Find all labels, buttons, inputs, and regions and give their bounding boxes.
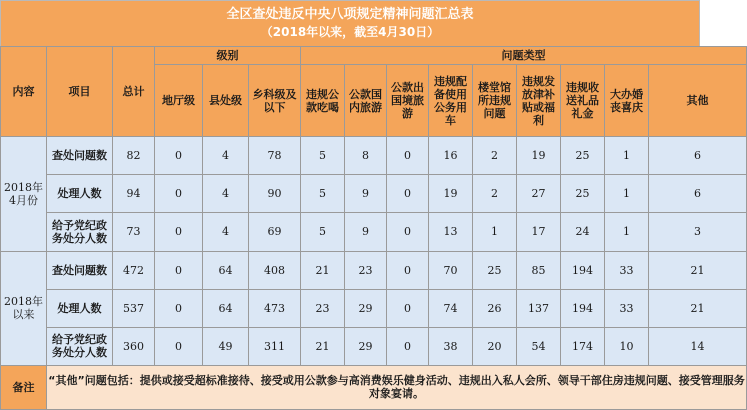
row-item: 给予党纪政务处分人数: [47, 327, 113, 365]
header-type: 公款国内旅游: [345, 65, 387, 137]
cell-type: 23: [301, 289, 345, 327]
cell-type: 29: [345, 327, 387, 365]
cell-level: 473: [249, 289, 301, 327]
table-title-banner: [0, 0, 700, 47]
cell-type: 0: [387, 251, 429, 289]
cell-level: 49: [203, 327, 249, 365]
cell-level: 311: [249, 327, 301, 365]
table-row: [1, 137, 747, 175]
header-type: 违规发放津补贴或福利: [517, 65, 561, 137]
cell-level: 0: [155, 251, 203, 289]
cell-type: 194: [561, 289, 605, 327]
cell-type: 19: [517, 137, 561, 175]
header-total: 总计: [113, 47, 155, 137]
table-row: [1, 213, 747, 251]
cell-level: 64: [203, 289, 249, 327]
cell-type: 0: [387, 289, 429, 327]
cell-type: 8: [345, 137, 387, 175]
cell-type: 21: [649, 289, 747, 327]
cell-type: 85: [517, 251, 561, 289]
section-label: 2018年以来: [1, 251, 47, 365]
table-row: [1, 175, 747, 213]
cell-type: 10: [605, 327, 649, 365]
table-row: [1, 251, 747, 289]
cell-type: 20: [473, 327, 517, 365]
cell-level: 4: [203, 213, 249, 251]
header-type: 违规公款吃喝: [301, 65, 345, 137]
cell-type: 38: [429, 327, 473, 365]
cell-type: 33: [605, 289, 649, 327]
cell-type: 1: [605, 175, 649, 213]
row-item: 给予党纪政务处分人数: [47, 213, 113, 251]
cell-type: 25: [561, 137, 605, 175]
header-row-groups: [1, 47, 747, 65]
header-type: 大办婚丧喜庆: [605, 65, 649, 137]
cell-type: 26: [473, 289, 517, 327]
cell-total: 73: [113, 213, 155, 251]
note-label: 备注: [1, 365, 47, 409]
cell-type: 2: [473, 137, 517, 175]
cell-total: 537: [113, 289, 155, 327]
row-item: 处理人数: [47, 175, 113, 213]
cell-type: 21: [649, 251, 747, 289]
cell-type: 9: [345, 213, 387, 251]
header-type: 违规配备使用公务用车: [429, 65, 473, 137]
cell-type: 23: [345, 251, 387, 289]
header-level: 乡科级及以下: [249, 65, 301, 137]
cell-type: 33: [605, 251, 649, 289]
row-item: 查处问题数: [47, 137, 113, 175]
cell-type: 1: [605, 213, 649, 251]
cell-type: 24: [561, 213, 605, 251]
header-type: 公款出国境旅游: [387, 65, 429, 137]
cell-total: 82: [113, 137, 155, 175]
cell-level: 0: [155, 137, 203, 175]
cell-type: 17: [517, 213, 561, 251]
cell-type: 70: [429, 251, 473, 289]
cell-type: 13: [429, 213, 473, 251]
cell-type: 14: [649, 327, 747, 365]
header-content: 内容: [1, 47, 47, 137]
cell-type: 25: [473, 251, 517, 289]
cell-type: 19: [429, 175, 473, 213]
cell-type: 194: [561, 251, 605, 289]
cell-type: 0: [387, 175, 429, 213]
cell-type: 29: [345, 289, 387, 327]
cell-type: 6: [649, 175, 747, 213]
table-row: [1, 327, 747, 365]
cell-type: 0: [387, 137, 429, 175]
cell-type: 1: [605, 137, 649, 175]
header-level: 地厅级: [155, 65, 203, 137]
cell-type: 174: [561, 327, 605, 365]
section-label: 2018年4月份: [1, 137, 47, 251]
cell-level: 408: [249, 251, 301, 289]
cell-total: 360: [113, 327, 155, 365]
cell-type: 1: [473, 213, 517, 251]
table-title: 全区查处违反中央八项规定精神问题汇总表: [226, 7, 474, 22]
cell-total: 472: [113, 251, 155, 289]
cell-type: 74: [429, 289, 473, 327]
row-item: 查处问题数: [47, 251, 113, 289]
cell-type: 5: [301, 175, 345, 213]
summary-table: [0, 46, 747, 410]
cell-type: 5: [301, 137, 345, 175]
cell-total: 94: [113, 175, 155, 213]
cell-level: 90: [249, 175, 301, 213]
cell-type: 9: [345, 175, 387, 213]
cell-level: 0: [155, 289, 203, 327]
cell-type: 0: [387, 327, 429, 365]
cell-type: 21: [301, 327, 345, 365]
table-row: [1, 289, 747, 327]
header-type-group: 问题类型: [301, 47, 747, 65]
cell-type: 25: [561, 175, 605, 213]
cell-type: 54: [517, 327, 561, 365]
cell-type: 3: [649, 213, 747, 251]
note-row: [1, 365, 747, 409]
cell-level: 0: [155, 175, 203, 213]
cell-type: 0: [387, 213, 429, 251]
row-item: 处理人数: [47, 289, 113, 327]
cell-level: 4: [203, 175, 249, 213]
cell-type: 2: [473, 175, 517, 213]
header-type: 楼堂馆所违规问题: [473, 65, 517, 137]
header-type: 其他: [649, 65, 747, 137]
cell-level: 64: [203, 251, 249, 289]
cell-level: 0: [155, 327, 203, 365]
header-level: 县处级: [203, 65, 249, 137]
header-level-group: 级别: [155, 47, 301, 65]
note-text: “其他”问题包括：提供或接受超标准接待、接受或用公款参与高消费娱乐健身活动、违规出入私人会所、领导干部住房违规问题、接受管理服务对象宴请。: [47, 365, 747, 409]
cell-type: 27: [517, 175, 561, 213]
cell-type: 6: [649, 137, 747, 175]
header-item: 项目: [47, 47, 113, 137]
cell-level: 78: [249, 137, 301, 175]
header-type: 违规收送礼品礼金: [561, 65, 605, 137]
cell-type: 5: [301, 213, 345, 251]
table-subtitle: （2018年以来，截至4月30日）: [260, 25, 440, 39]
cell-level: 4: [203, 137, 249, 175]
cell-type: 21: [301, 251, 345, 289]
cell-type: 16: [429, 137, 473, 175]
cell-level: 0: [155, 213, 203, 251]
cell-level: 69: [249, 213, 301, 251]
cell-type: 137: [517, 289, 561, 327]
